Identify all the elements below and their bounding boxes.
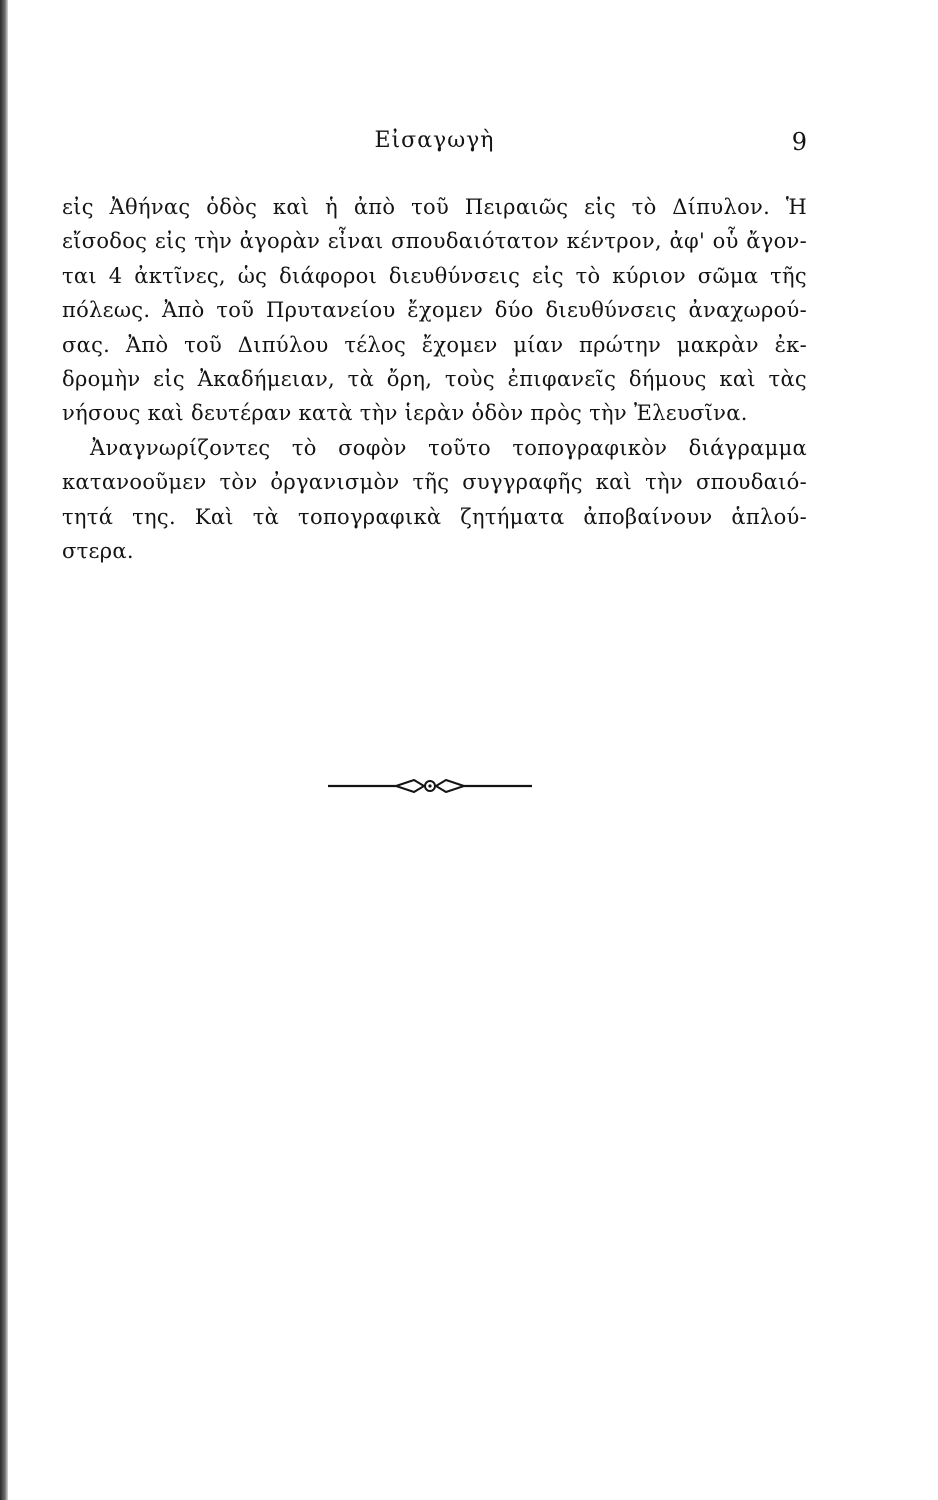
text-line: δρομὴν εἰς Ἀκαδήμειαν, τὰ ὄρη, τοὺς ἐπιφανεῖς δήμους καὶ τὰς: [62, 366, 807, 391]
text-line: κατανοοῦμεν τὸν ὀργανισμὸν τῆς συγγραφῆς καὶ τὴν σπουδαιό-: [62, 470, 807, 495]
running-head: Εἰσαγωγὴ: [374, 128, 495, 153]
diamond-rule-ornament-icon: [328, 770, 532, 800]
text-line: σας. Ἀπὸ τοῦ Διπύλου τέλος ἔχομεν μίαν πρώτην μακρὰν ἐκ-: [62, 332, 807, 357]
text-line: Ἀναγνωρίζοντες τὸ σοφὸν τοῦτο τοπογραφικὸν διάγραμμα: [90, 435, 807, 460]
text-line: νήσους καὶ δευτέραν κατὰ τὴν ἱερὰν ὁδὸν πρὸς τὴν Ἐλευσῖνα.: [62, 401, 748, 426]
page-number: 9: [791, 128, 807, 156]
text-line: εἰς Ἀθήνας ὁδὸς καὶ ἡ ἀπὸ τοῦ Πειραιῶς εἰς τὸ Δίπυλον. Ἡ: [62, 195, 807, 219]
body-text: [62, 190, 807, 568]
text-line: ται 4 ἀκτῖνες, ὡς διάφοροι διευθύνσεις εἰς τὸ κύριον σῶμα τῆς: [62, 263, 807, 288]
page-header: [62, 128, 807, 168]
text-line: τητά της. Καὶ τὰ τοπογραφικὰ ζητήματα ἀποβαίνουν ἁπλού-: [62, 504, 807, 529]
text-line: στερα.: [62, 538, 134, 563]
text-line: εἴσοδος εἰς τὴν ἀγορὰν εἶναι σπουδαιότατον κέντρον, ἀφ' οὗ ἄγον-: [62, 229, 807, 254]
text-line: πόλεως. Ἀπὸ τοῦ Πρυτανείου ἔχομεν δύο διευθύνσεις ἀναχωρού-: [62, 298, 807, 323]
page-edge-shadow: [0, 0, 8, 1500]
